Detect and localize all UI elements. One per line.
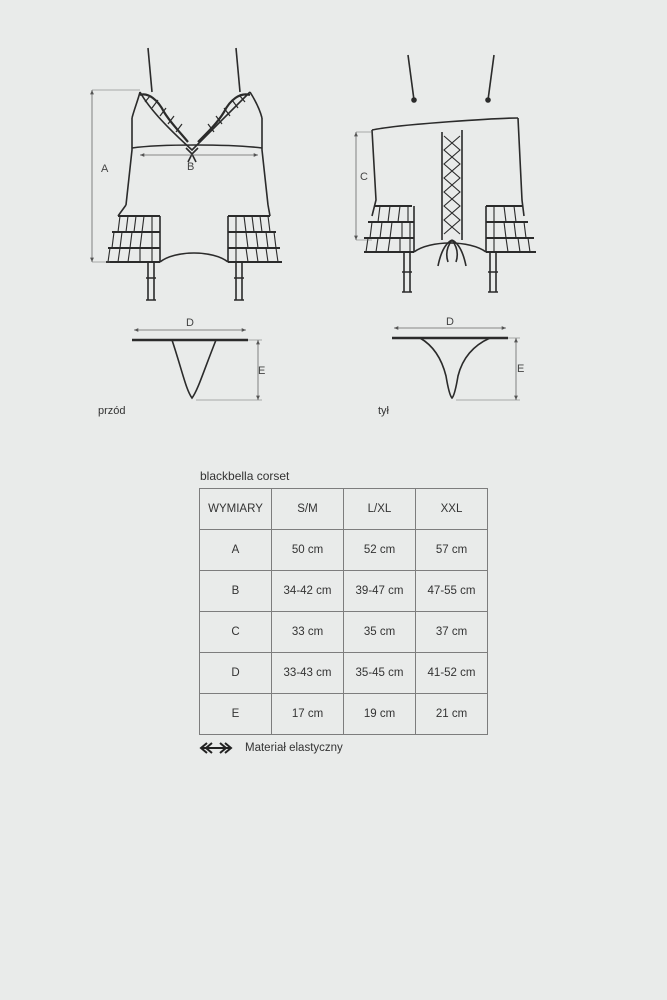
dim-label-b-front: B (187, 161, 195, 173)
size-table (199, 488, 488, 735)
dim-label-a-front: A (101, 163, 109, 175)
table-cell: 33 cm (272, 612, 344, 653)
legend (199, 742, 343, 754)
table-header-row (200, 489, 488, 530)
table-cell: B (200, 571, 272, 612)
table-cell: D (200, 653, 272, 694)
table-cell: 47-55 cm (416, 571, 488, 612)
dim-label-d-front: D (186, 317, 194, 329)
table-header-cell: XXL (416, 489, 488, 530)
front-thong-drawing (132, 340, 248, 398)
dim-label-e-back: E (517, 363, 525, 375)
legend-text: Materiał elastyczny (245, 742, 343, 754)
front-dimension-lines (92, 90, 258, 262)
table-cell: 41-52 cm (416, 653, 488, 694)
back-corset-drawing (364, 55, 536, 292)
table-cell: 17 cm (272, 694, 344, 735)
table-cell: 19 cm (344, 694, 416, 735)
dim-label-d-back: D (446, 316, 454, 328)
table-cell: 57 cm (416, 530, 488, 571)
table-cell: 52 cm (344, 530, 416, 571)
double-arrow-icon (199, 742, 233, 754)
front-view-caption: przód (98, 405, 126, 417)
product-title: blackbella corset (200, 469, 290, 483)
table-row (200, 530, 488, 571)
table-cell: 50 cm (272, 530, 344, 571)
table-cell: A (200, 530, 272, 571)
front-corset-drawing (106, 48, 282, 300)
table-cell: 39-47 cm (344, 571, 416, 612)
table-cell: C (200, 612, 272, 653)
table-header-cell: S/M (272, 489, 344, 530)
table-row (200, 694, 488, 735)
table-cell: 34-42 cm (272, 571, 344, 612)
table-row (200, 612, 488, 653)
dim-label-c-back: C (360, 171, 368, 183)
table-cell: 35 cm (344, 612, 416, 653)
table-header-cell: WYMIARY (200, 489, 272, 530)
table-cell: E (200, 694, 272, 735)
back-view-caption: tył (378, 405, 389, 417)
table-header-cell: L/XL (344, 489, 416, 530)
table-cell: 33-43 cm (272, 653, 344, 694)
table-cell: 21 cm (416, 694, 488, 735)
table-cell: 37 cm (416, 612, 488, 653)
dim-label-e-front: E (258, 365, 266, 377)
table-cell: 35-45 cm (344, 653, 416, 694)
back-dimension-lines (356, 132, 372, 240)
table-row (200, 653, 488, 694)
table-row (200, 571, 488, 612)
back-thong-drawing (392, 338, 508, 398)
technical-drawings (0, 0, 667, 460)
